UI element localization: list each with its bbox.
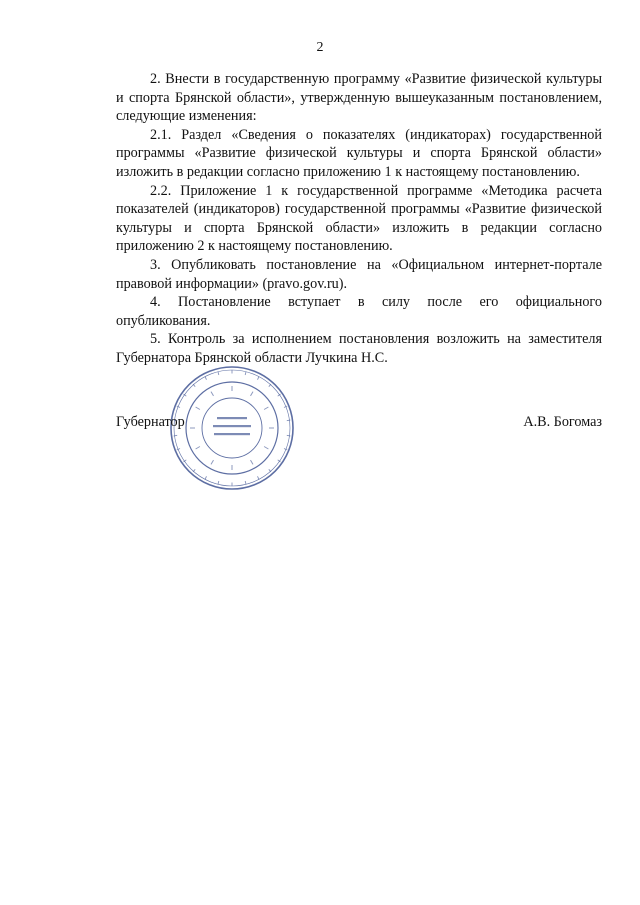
paragraph-item-4: 4. Постановление вступает в силу после его официального опубликования.	[116, 294, 602, 329]
seal-middle-circle	[186, 382, 278, 474]
paragraph-item-3: 3. Опубликовать постановление на «Официальном интернет-портале правовой информации» (pravo.gov.ru).	[116, 256, 602, 292]
document-body	[116, 70, 602, 368]
signatory-title: Губернатор	[116, 414, 185, 430]
seal-outer-circle	[171, 367, 293, 489]
seal-inner-circle	[202, 398, 262, 458]
seal-inner-ring-marks	[190, 386, 274, 470]
official-seal-stamp	[168, 364, 296, 492]
paragraph-item-2-1: 2.1. Раздел «Сведения о показателях (индикаторах) государственной программы «Развитие физической культуры и спорта Брянской области» изложить в редакции согласно приложению 1 к настоящему постановлению.	[116, 126, 602, 180]
signatory-name: А.В. Богомаз	[523, 414, 602, 430]
paragraph-item-2: 2. Внести в государственную программу «Развитие физической культуры и спорта Брянской области», утвержденную вышеуказанным постановлением, следующие изменения:	[116, 71, 602, 125]
seal-center-lines	[213, 417, 251, 435]
seal-graphic	[168, 364, 296, 492]
paragraph-item-2-2: 2.2. Приложение 1 к государственной программе «Методика расчета показателей (индикаторов) государственной программы «Развитие физической культуры и спорта Брянской области» изложить в редакции согласно приложению 2 к настоящему постановлению.	[116, 182, 602, 255]
page-number: 2	[316, 40, 324, 55]
paragraph-item-5: 5. Контроль за исполнением постановления возложить на заместителя Губернатора Брянской области Лучкина Н.С.	[116, 331, 602, 366]
